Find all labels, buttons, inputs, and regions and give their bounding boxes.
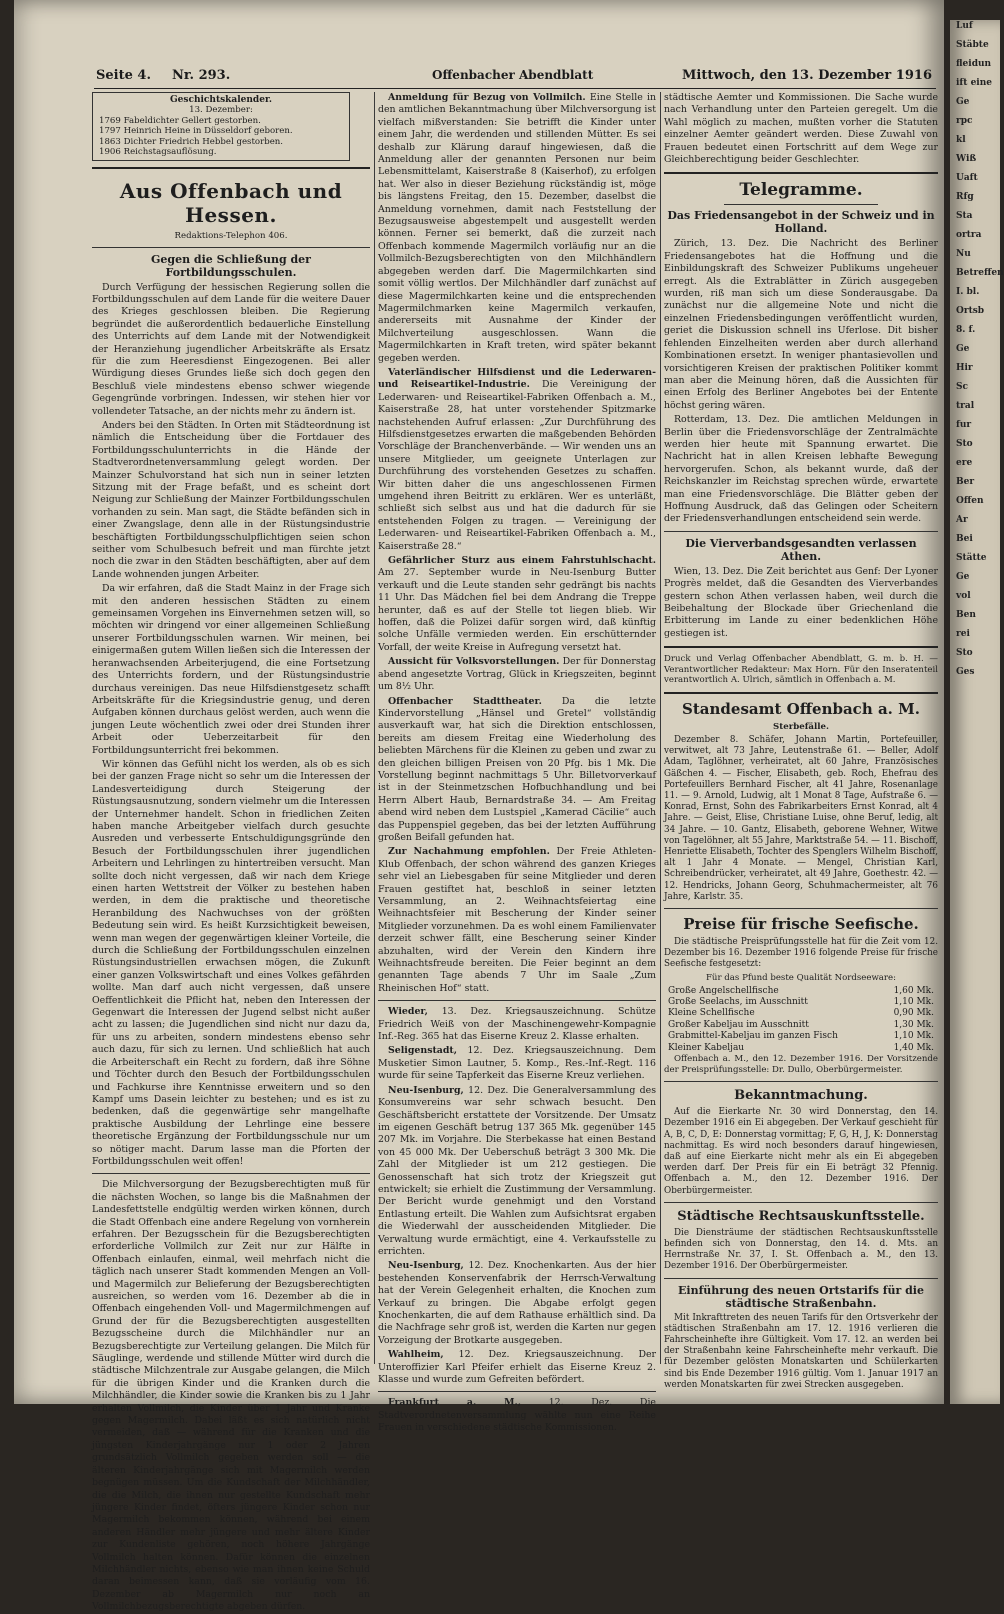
fish-name: Kleiner Kabeljau [668, 1042, 745, 1053]
news-head: Seligenstadt, [388, 1045, 458, 1057]
news-head: Wahlheim, [388, 1349, 444, 1361]
adjacent-page-fragment: ere [956, 458, 973, 468]
divider [664, 646, 938, 648]
news-head: Anmeldung für Bezug von Vollmilch. [388, 92, 586, 103]
adjacent-page-fragment: Offen [956, 496, 984, 506]
tram-tariff-title: Einführung des neuen Ortstarifs für die städtische Straßenbahn. [678, 1283, 924, 1310]
article-paragraph: Die Milchversorgung der Bezugsberechtigten muß für die nächsten Wochen, so lange bis die Maßnahmen der Landesfettstelle endgültig werden wirken können, durch die Stadt Offenbach eine andere Regelung von vornherein erfahren. Der Bezugsschein für die Bezugsberechtigten erforderliche Vollmilch zur Zeit nur zur Hälfte in Offenbach einlaufen, einmal, weil mehrfach nicht die täglich nach unserer Stadt kommenden Mengen an Voll- und Magermilch zur Belieferung der Bezugsberechtigten ausreichen, so werden vom 16. Dezember ab die in Offenbach eingehenden Voll- und Magermilchmengen auf Grund der für die Bezugsberechtigten ausgestellten Bezugsscheine durch die Milchhändler nur an Bezugsberechtigte zur Verteilung gelangen. Die Milch für Säuglinge, werdende und stillende Mütter wird durch die städtische Milchzentrale zur Ausgabe gelangen, die Milch für die übrigen Kinder und die Kranken durch die Milchhändler, die Kinder sowie die Kranken bis zu 1 Jahr erhalten Vollmilch, die Kinder über 1 Jahr und Kranke gegen Magermilch. Dabei läßt es sich natürlich nicht vermeiden, daß — während für die Kranken und die jüngsten Kinderjahrgänge nur 1 oder 2 Jahren grundsätzlich Vollmilch gegeben werden soll — die älteren Kinderjahrgänge sich mit Magermilch werden begnügen müssen. Um die Kundschaft der Milchhändler, die die Milch, die ihnen nur gestellte Kundschaft mehr jüngere Kinder findet, öfters jüngere Kinder schon nur Magermilch bekommen können, während bei einem anderen Händler mehr jüngere und mehr ältere Kinder zur Kundenliste gehören, noch höhere Jahrgänge Vollmilch halten können. Dafür können die einzelnen Milchhändler nichts, ebenso wie man ihnen keine Schuld daran beimessen kann, daß sie vorläufig vom 16. Dezember ab Magermilch nur noch an Vollmilchbezugsberechtigte abgeben dürfen. [92, 1179, 370, 1613]
announcement-text: Auf die Eierkarte Nr. 30 wird Donnerstag, den 14. Dezember 1916 ein Ei abgegeben. Der Verkauf geschieht für A, B, C, D, E: Donnerstag vormittag; F, G, H, J, K: Donnerstag nachmittag. Es wird noch besonders darauf hingewiesen, daß auf eine Eierkarte nicht mehr als ein Ei abgegeben werden darf. Der Preis für ein Ei beträgt 32 Pfennig. Offenbach a. M., den 12. Dezember 1916. Der Oberbürgermeister. [664, 1107, 938, 1196]
adjacent-page-fragment: Stäbte [956, 40, 989, 50]
news-text: 12. Dez. Knochenkarten. Aus der hier bestehenden Konservenfabrik der Herrsch-Verwaltung hat der Verein Gelegenheit erhalten, die Knochen zum Verkauf zu bringen. Die Abgabe erfolgt gegen Knochenkarten, die auf dem Rathause erhältlich sind. Da die Nachfrage sehr groß ist, werden die Karten nur gegen Vorzeigung der Brotkarte ausgegeben. [378, 1260, 656, 1346]
column-rule [660, 92, 661, 1364]
calendar-entry: 1863 Dichter Friedrich Hebbel gestorben. [99, 136, 284, 147]
adjacent-page-fragment: Luf [956, 21, 973, 31]
announcement-title: Bekanntmachung. [734, 1088, 868, 1104]
adjacent-page-fragment: rpc [956, 116, 973, 126]
adjacent-page-fragment: Ar [956, 515, 968, 525]
divider [664, 1081, 938, 1082]
adjacent-page-fragment: 8. f. [956, 325, 976, 335]
divider [724, 204, 878, 205]
fish-price: 1,40 Mk. [893, 1042, 934, 1053]
news-item [378, 656, 656, 693]
news-head: Aussicht für Volksvorstellungen. [388, 656, 560, 668]
fish-prices-signature: Offenbach a. M., den 12. Dezember 1916. Der Vorsitzende der Preisprüfungsstelle: Dr. Dullo, Oberbürgermeister. [664, 1054, 938, 1076]
telegrams-title: Telegramme. [739, 180, 863, 201]
telegram-heading: Das Friedensangebot in der Schweiz und in Holland. [667, 209, 935, 236]
fish-price: 1,30 Mk. [893, 1019, 934, 1030]
fish-price: 0,90 Mk. [893, 1008, 934, 1019]
column-rule [374, 92, 375, 1364]
adjacent-page-fragment: ift eine [956, 78, 992, 88]
news-item [378, 92, 656, 365]
news-text: 12. Dez. Kriegsauszeichnung. Dem Musketier Simon Lautner, 5. Komp., Res.-Inf.-Regt. 116 wurde für seine Tapferkeit das Eiserne Kreuz verliehen. [378, 1045, 656, 1082]
news-text: Die Vereinigung der Lederwaren- und Reiseartikel-Fabriken Offenbach a. M., Kaiserstraße 28, hat unter vorstehender Spitzmarke nachstehenden Aufruf erlassen: „Zur Durchführung des Hilfsdienstgesetzes erwarten die maßgebenden Behörden Vorschläge der Branchenverbände. — Wir wenden uns an unsere Mitglieder, um geeignete Unterlagen zur Durchführung des vorstehenden Gesetzes zu schaffen. Wir bitten daher die uns angeschlossenen Firmen umgehend ihren Beitritt zu erklären. Wer es unterläßt, schließt sich selbst aus und hat die dadurch für sie entstehenden Folgen zu tragen. — Vereinigung der Lederwaren- und Reiseartikel-Fabriken Offenbach a. M., Kaiserstraße 28.“ [378, 379, 657, 552]
divider [664, 908, 938, 909]
adjacent-page-fragment: Rfg [956, 192, 974, 202]
divider [664, 172, 938, 174]
divider [664, 692, 938, 694]
fish-name: Grabmittel-Kabeljau im ganzen Fisch [668, 1031, 838, 1042]
news-text: 12. Dez. Die Stadtverordnetenversammlung wählte nun eine Reihe Frauen in verschiedene städtische Kommissionen. [378, 1397, 656, 1434]
price-row [664, 1020, 938, 1031]
adjacent-page-fragment: Nu [956, 249, 971, 259]
adjacent-page-fragment: Sto [956, 648, 973, 658]
tram-tariff-text: Mit Inkrafttreten des neuen Tarifs für den Ortsverkehr der städtischen Straßenbahn am 17. 12. 1916 verlieren die Fahrscheinhefte ihre Gültigkeit. Vom 17. 12. an werden bei der Straßenbahn keine Fahrscheinhefte mehr verkauft. Die für Dezember gelösten Monatskarten und Schülerkarten sind bis Ende Dezember 1916 gültig. Vom 1. Januar 1917 an werden Monatskarten für zwei Strecken ausgegeben. [664, 1312, 938, 1390]
adjacent-page-fragment: fur [956, 420, 972, 430]
news-item [378, 367, 656, 553]
news-text: Der für Donnerstag abend angesetzte Vortrag, Glück in Kriegszeiten, beginnt um 8½ Uhr. [378, 656, 657, 693]
adjacent-page-fragment: kl [956, 135, 966, 145]
issue-number: Nr. 293. [172, 68, 231, 83]
news-item [378, 1349, 656, 1386]
news-text: 13. Dez. Kriegsauszeichnung. Schütze Friedrich Weiß von der Maschinengewehr-Kompagnie Inf.-Reg. 365 hat das Eiserne Kreuz 2. Klasse erhalten. [378, 1006, 656, 1043]
price-row [664, 997, 938, 1008]
fish-name: Große Angelschellfische [668, 985, 779, 996]
fish-prices-title: Preise für frische Seefische. [683, 915, 919, 934]
article-paragraph: Da wir erfahren, daß die Stadt Mainz in der Frage sich mit den anderen hessischen Städten zu einem gemeinsamen Vorgehen ins Einvernehmen setzen will, so möchten wir dringend vor einer allgemeinen Schließung unserer Fortbildungsschulen warnen. Wir meinen, bei einigermaßen gutem Willen ließen sich die Interessen der heranwachsenden Arbeiterjugend, die eine Fortsetzung des Unterrichts fordern, und der Rüstungsindustrie durchaus vereinigen. Das neue Hilfsdienstgesetz schafft Arbeitskräfte für die Kriegsindustrie genug, und deren Aufgaben können durchaus gelöst werden, auch wenn die jungen Leute wöchentlich zwei oder drei Stunden ihrer Arbeit oder Ueberzeitarbeit für den Fortbildungsunterricht frei bekommen. [92, 583, 370, 756]
fish-name: Große Seelachs, im Ausschnitt [668, 997, 808, 1008]
price-row [664, 1031, 938, 1042]
newspaper-page [14, 0, 944, 1613]
adjacent-page-fragment: Hir [956, 363, 973, 373]
calendar-entry: 1906 Reichstagsauflösung. [99, 147, 217, 157]
column-right [664, 92, 938, 1390]
news-item [378, 1397, 656, 1434]
price-row [664, 986, 938, 997]
news-head: Gefährlicher Sturz aus einem Fahrstuhlschacht. [388, 555, 656, 567]
adjacent-page-fragment: Wiß [956, 154, 977, 164]
news-head: Frankfurt a. M., [388, 1397, 522, 1409]
adjacent-page-fragment: ortra [956, 230, 982, 240]
news-text: Der Freie Athleten-Klub Offenbach, der schon während des ganzen Krieges sehr viel an Liebesgaben für seine Mitglieder und deren Frauen gestiftet hat, beschloß in seiner letzten Versammlung, an 2. Weihnachtsfeiertag eine Weihnachtsfeier mit Bescherung der Kinder seiner Mitglieder vorzunehmen. Da es wohl einem Familienvater derzeit schwer fällt, eine Bescherung seiner Kinder abzuhalten, wird der Verein den Kindern ihre Weihnachtsfreude bereiten. Die Feier beginnt an dem genannten Tage abends 7 Uhr im Saale „Zum Rheinischen Hof“ statt. [378, 846, 656, 994]
adjacent-page-fragment: Ber [956, 477, 975, 487]
fish-price: 1,10 Mk. [893, 1031, 934, 1042]
calendar-entry: 1769 Fabeldichter Gellert gestorben. [99, 115, 261, 126]
adjacent-page-fragment: I. bl. [956, 287, 980, 297]
standesamt-title: Standesamt Offenbach a. M. [682, 700, 920, 718]
news-text: Am 27. September wurde in Neu-Isenburg Butter verkauft und die Leute standen sehr gedrängt bis nachts 11 Uhr. Das Mädchen fiel bei dem Andrang die Treppe herunter, daß es auf der Stelle tot liegen blieb. Wir hoffen, daß die Polizei dafür sorgen wird, daß künftig solche Unfälle vermieden werden. Ein erschütternder Vorfall, der weite Kreise in Aufregung versetzt hat. [378, 567, 656, 653]
adjacent-page-fragment: Ges [956, 667, 975, 677]
news-text: 12. Dez. Kriegsauszeichnung. Der Unteroffizier Karl Pfeifer erhielt das Eiserne Kreuz 2. Klasse und wurde zum Gefreiten befördert. [378, 1349, 657, 1386]
adjacent-page-fragment: Ortsb [956, 306, 985, 316]
news-head: Zur Nachahmung empfohlen. [388, 846, 550, 858]
news-head: Offenbacher Stadttheater. [388, 695, 542, 707]
news-item [378, 696, 656, 845]
news-item [378, 1260, 656, 1347]
telegram-heading: Die Vierverbandsgesandten verlassen Athen. [685, 536, 917, 563]
telegram-paragraph: Rotterdam, 13. Dez. Die amtlichen Meldungen in Berlin über die Friedensvorschläge der Zentralmächte werden hier heute mit Spannung erwartet. Die Nachricht hat in allen Kreisen lebhafte Bewegung hervorgerufen. Schon, als bekannt wurde, daß der Reichskanzler im Reichstag sprechen würde, erwartete man eine Friedensvorschläge. Die Blätter geben der Hoffnung Ausdruck, daß das Gelingen oder Scheitern der Friedensverhandlungen entscheidend sein werde. [664, 414, 938, 525]
fish-name: Kleine Schellfische [668, 1008, 755, 1019]
adjacent-page-fragment: vol [956, 591, 971, 601]
masthead: Offenbacher Abendblatt [432, 68, 594, 82]
divider [664, 531, 938, 532]
adjacent-page-fragment: Betreffen [956, 268, 1004, 278]
news-item [378, 1085, 656, 1259]
divider [92, 247, 370, 248]
divider [92, 1173, 370, 1174]
calendar-entry: 1797 Heinrich Heine in Düsseldorf geboren. [99, 126, 293, 136]
article-paragraph: Wir können das Gefühl nicht los werden, als ob es sich bei der ganzen Frage nicht so sehr um die Interessen der Landesverteidigung durch Steigerung der Rüstungsausnutzung, sondern vielmehr um die Interessen der Unternehmer handelt. Schon in friedlichen Zeiten haben manche Arbeitgeber vielfach durch gesuchte Ausreden und verbesserte Entschuldigungsgründe den Besuch der Fortbildungsschulen ihrer jugendlichen Arbeitern und Lehrlingen zu hintertreiben versucht. Man sollte doch nicht vergessen, daß wir nach dem Kriege einen harten Wettstreit der Völker zu bestehen haben werden, in dem die praktische und theoretische Heranbildung des Nachwuchses von der größten Bedeutung sein wird. Es heißt Kurzsichtigkeit beweisen, wenn man wegen der gegenwärtigen kleiner Vorteile, die durch die Schließung der Fortbildungsschulen einzelnen Rüstungsindustriellen erwachsen mögen, die Zukunft einer ganzen Volkswirtschaft und eines Volkes gefährden wollte. Man darf auch nicht vergessen, daß unsere Oeffentlichkeit die Pflicht hat, neben den Interessen der Gegenwart die Interessen der Jugend selbst nicht außer acht zu lassen; die Jugendlichen sind nicht nur dazu da, für uns zu arbeiten, sondern mindestens ebenso sehr auch dazu, für sich zu lernen. Und schließlich hat auch die Arbeiterschaft ein Recht zu fordern, daß ihre Söhne und Töchter durch den Besuch der Fortbildungsschulen und Fachkurse ihre Kenntnisse erweitern und so den Kampf ums Dasein leichter zu bestehen; und es ist zu bedenken, daß die gegenwärtige sehr mangelhafte praktische Ausbildung der Lehrlinge eine bessere theoretische Ergänzung der Fortbildungsschule nur um so nötiger macht. Darum lasse man die Pforten der Fortbildungsschulen weit offen! [92, 758, 370, 1167]
calendar-title: Geschichtskalender. [170, 95, 272, 105]
adjacent-page-fragment: Sc [956, 382, 968, 392]
adjacent-page-fragment: Ge [956, 344, 970, 354]
telegram-paragraph: Zürich, 13. Dez. Die Nachricht des Berliner Friedensangebotes hat die Hoffnung und die Einbildungskraft des Schweizer Publikums ungeheuer erregt. Als die Extrablätter in Zürich ausgegeben wurden, riß man sich um diese Sonderausgabe. Da zunächst nur die allgemeine Note und nicht die einzelnen Friedensbedingungen veröffentlicht wurden, geriet die Diskussion schnell ins Uferlose. Dit bisher fehlenden Einzelheiten werden aber durch allerhand Kombinationen ersetzt. In weniger phantasievollen und vorsichtigeren Kreisen der praktischen Politiker kommt man aber die Meinung hören, daß die Aussichten für einen Erfolg des Berliner Angebotes bei der Entente höchst gering wären. [664, 238, 938, 411]
fish-price: 1,10 Mk. [893, 997, 934, 1008]
article-heading: Gegen die Schließung der Fortbildungsschulen. [151, 252, 311, 279]
adjacent-page-fragment: Ben [956, 610, 976, 620]
history-calendar [92, 92, 350, 161]
standesamt-subtitle: Sterbefälle. [773, 722, 829, 732]
news-item [378, 1006, 656, 1043]
fish-name: Großer Kabeljau im Ausschnitt [668, 1019, 809, 1030]
calendar-date: 13. Dezember: [189, 105, 253, 115]
section-title: Aus Offenbach und Hessen. [119, 178, 343, 227]
legal-office-text: Die Diensträume der städtischen Rechtsauskunftsstelle befinden sich von Donnerstag, den 14. d. Mts. an Herrnstraße Nr. 37, I. St. Offenbach a. M., den 13. Dezember 1916. Der Oberbürgermeister. [664, 1227, 938, 1272]
adjacent-page-fragment: Stätte [956, 553, 987, 563]
page-number: Seite 4. [96, 68, 151, 83]
news-item [378, 846, 656, 995]
adjacent-page-fragment: Ge [956, 572, 970, 582]
imprint: Druck und Verlag Offenbacher Abendblatt, G. m. b. H. — Verantwortlicher Redakteur: Max Horn. Für den Inseratenteil verantwortlich A. Ulrich, sämtlich in Offenbach a. M. [664, 654, 938, 686]
news-text: Da die letzte Kindervorstellung „Hänsel und Gretel“ vollständig ausverkauft war, hat sich die Direktion entschlossen, bereits am diesem Freitag eine Wiederholung des beliebten Märchens für die Kleinen zu geben und zwar zu den gleichen billigen Preisen von 20 Pfg. bis 1 Mk. Die Vorstellung beginnt nachmittags 5 Uhr. Billetvorverkauf ist in der Steinmetzschen Hofbuchhandlung und bei Herrn Albert Haub, Bernardstraße 34. — Am Freitag abend wird neben dem Lustspiel „Kamerad Cäcilie“ auch das Puppenspiel gegeben, das bei der letzten Aufführung großen Beifall gefunden hat. [378, 695, 656, 843]
divider [664, 1278, 938, 1279]
article-paragraph: Anders bei den Städten. In Orten mit Städteordnung ist nämlich die Entscheidung über die Fortdauer des Fortbildungsschulunterrichts in die Hände der Stadtverordnetenversammlung gelegt worden. Der Mainzer Schulvorstand hat sich nun in seiner letzten Sitzung mit der Frage befaßt, und es scheint dort Neigung zur Schließung der Mainzer Fortbildungsschulen vorhanden zu sein. Man sagt, die Städte befänden sich in einer Zwangslage, denn alle in der Rüstungsindustrie beschäftigten Fortbildungsschulpflichtigen seien schon seither vom Schulbesuch befreit und man fürchte jetzt noch die zwar in den Städten beschäftigten, aber auf dem Lande wohnenden jungen Arbeiter. [92, 419, 370, 580]
adjacent-page-fragment: fleidun [956, 59, 992, 69]
adjacent-page-fragment: Sto [956, 439, 973, 449]
news-text: 12. Dez. Die Generalversammlung des Konsumvereins war sehr schwach besucht. Den Geschäftsbericht erstattete der Vorsitzende. Der Umsatz im eigenen Geschäft betrug 137 365 Mk. gegenüber 145 207 Mk. im Vorjahre. Die Sterbekasse hat einen Bestand von 45 000 Mk. Der Ueberschuß beträgt 3 300 Mk. Die Zahl der Mitglieder ist um 212 gestiegen. Die Genossenschaft hat sich trotz der Kriegszeit gut entwickelt; sie erhielt die Zustimmung der Versammlung. Der Bericht wurde genehmigt und den Vorstand Entlastung erteilt. Die Wahlen zum Aufsichtsrat ergaben die Wiederwahl der ausscheidenden Mitglieder. Die Verwaltung wurde ermächtigt, eine 4. Verkaufsstelle zu errichten. [378, 1084, 657, 1257]
news-item [378, 1045, 656, 1082]
divider [378, 1000, 656, 1001]
adjacent-page-edge [950, 20, 1004, 1404]
adjacent-page-fragment: rei [956, 629, 970, 639]
telegram-paragraph: Wien, 13. Dez. Die Zeit berichtet aus Genf: Der Lyoner Progrès meldet, daß die Gesandten des Vierverbandes gestern schon Athen verlassen haben, weil durch die Beibehaltung der Blockade über Griechenland die Erbitterung im Lande zu einer bedenklichen Höhe gestiegen ist. [664, 565, 938, 639]
divider [378, 1391, 656, 1392]
news-head: Neu-Isenburg, [388, 1260, 464, 1272]
news-item [378, 555, 656, 654]
price-row [664, 1043, 938, 1054]
editorial-phone: Redaktions-Telephon 406. [174, 230, 288, 241]
column-left [92, 92, 370, 1613]
header-rule [94, 88, 936, 89]
column-middle [378, 92, 657, 1434]
news-head: Wieder, [388, 1006, 428, 1018]
adjacent-page-fragment: tral [956, 401, 975, 411]
adjacent-page-fragment: Sta [956, 211, 973, 221]
fish-prices-intro: Die städtische Preisprüfungsstelle hat für die Zeit vom 12. Dezember bis 16. Dezember 1916 folgende Preise für frische Seefische festgesetzt: [664, 937, 938, 970]
legal-office-title: Städtische Rechtsauskunftsstelle. [677, 1208, 925, 1224]
price-row [664, 1008, 938, 1019]
fish-price: 1,60 Mk. [893, 985, 934, 996]
article-paragraph: Durch Verfügung der hessischen Regierung sollen die Fortbildungsschulen auf dem Lande für die weitere Dauer des Krieges geschlossen bleiben. Die Regierung begründet die außerordentlich bedauerliche Einstellung des Unterrichts auf dem Lande mit der Notwendigkeit der Heranziehung jugendlicher Arbeitskräfte als Ersatz für die zum Heeresdienst Eingezogenen. Bei aller Würdigung dieses Grundes ließe sich doch gegen den Beschluß viele mindestens ebenso schwer wiegende Gegengründe vorbringen. Indessen, wir stehen hier vor vollendeter Tatsache, an der nichts mehr zu ändern ist. [92, 281, 370, 417]
news-text: Eine Stelle in den amtlichen Bekanntmachung über Milchversorgung ist vielfach mißverstanden: Sie betrifft die Kinder unter einem Jahr, die werdenden und stillenden Mütter. Es sei deshalb zur Klärung darauf hingewiesen, daß die Anmeldung aller der genannten Personen nur beim Lebensmittelamt, Kaiserstraße 8 (Kaiserhof), zu erfolgen hat. Wer also in dieser Beziehung rückständig ist, möge bis längstens Freitag, den 15. Dezember, daselbst die Anmeldung vornehmen, damit nach Feststellung der Bezugsausweise abgestempelt und ausgestellt werden können. Ferner sei bemerkt, daß die zurzeit nach Offenbach kommende Magermilch vorläufig nur an die Vollmilch-Bezugsberechtigten von den Milchhändlern abgegeben werden darf. Die Magermilchkarten sind somit völlig wertlos. Der Milchhändler darf zunächst auf diese Magermilchkarten keine und die entsprechenden Magermilchmarken keine Magermilch verkaufen, andererseits mit Ausnahme der Kinder der Milchverteilung ausgeschlossen. Wann die Magermilchkarten in Kraft treten, wird später bekannt gegeben werden. [378, 92, 656, 364]
standesamt-text: Dezember 8. Schäfer, Johann Martin, Portefeuiller, verwitwet, alt 73 Jahre, Leutenstraße 61. — Beller, Adolf Adam, Taglöhner, verheiratet, alt 60 Jahre, Französisches Gäßchen 4. — Fischer, Elisabeth, geb. Roch, Ehefrau des Portefeuillers Bernhard Fischer, alt 41 Jahre, Rosenanlage 11. — 9. Arnold, Ludwig, alt 1 Monat 8 Tage, Aufstraße 6. — Konrad, Ernst, Sohn des Fabrikarbeiters Ernst Konrad, alt 4 Jahre. — Geist, Elise, Christiane Luise, ohne Beruf, ledig, alt 34 Jahre. — 10. Gantz, Elisabeth, geborene Wehner, Witwe von Tagelöhner, alt 55 Jahre, Marktstraße 54. — 11. Bischoff, Henriette Elisabeth, Tochter des Spenglers Wilhelm Bischoff, alt 1 Jahr 4 Monate. — Mengel, Christian Karl, Schreibendrücker, verheiratet, alt 49 Jahre, Goethestr. 42. — 12. Hendricks, Johann Georg, Schuhmachermeister, alt 76 Jahre, Karlstr. 35. [664, 735, 938, 902]
continued-text: städtische Aemter und Kommissionen. Die Sache wurde nach Verhandlung unter den Parteien geregelt. Um die Wahl möglich zu machen, mußten vorher die Statuten einzelner Aemter geändert werden. Diese Zuwahl von Frauen bedeutet einen Fortschritt auf dem Wege zur Gleichberechtigung beider Geschlechter. [664, 92, 938, 166]
adjacent-page-fragment: Bei [956, 534, 973, 544]
adjacent-page-fragment: Ge [956, 97, 970, 107]
divider [92, 167, 370, 169]
fish-prices-subtitle: Für das Pfund beste Qualität Nordseeware: [705, 972, 897, 983]
news-head: Neu-Isenburg, [388, 1084, 464, 1096]
issue-date: Mittwoch, den 13. Dezember 1916 [682, 68, 932, 83]
news-head: Vaterländischer Hilfsdienst und die Lederwaren- und Reiseartikel-Industrie. [378, 366, 656, 391]
divider [664, 1202, 938, 1203]
adjacent-page-fragment: Uaft [956, 173, 978, 183]
